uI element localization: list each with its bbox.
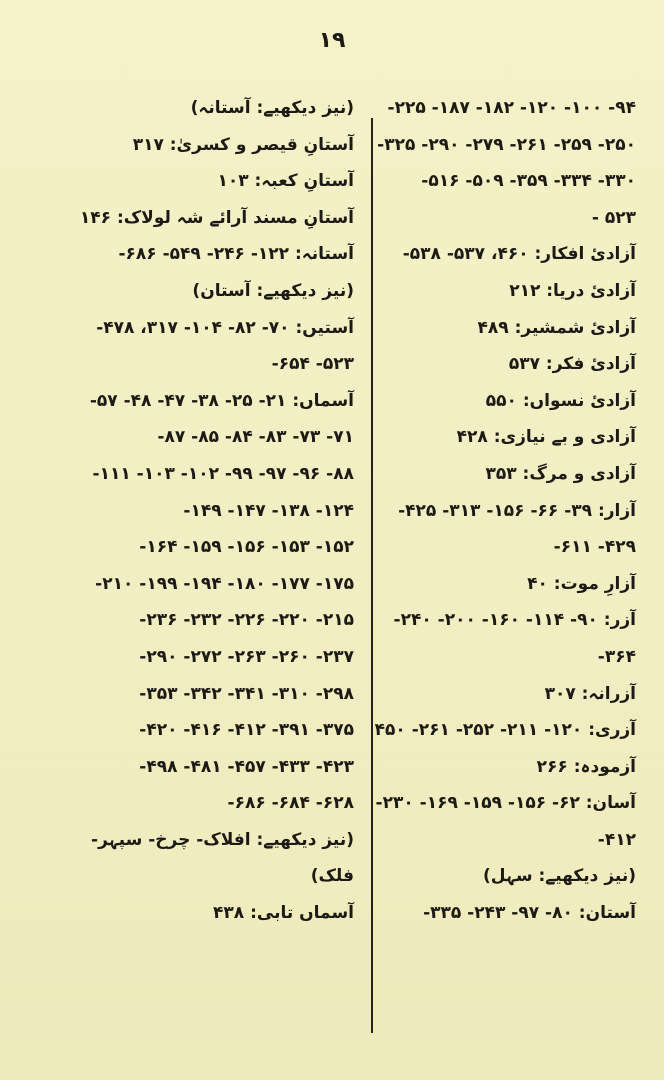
index-line: ۳۷۵- ۳۹۱- ۴۱۲- ۴۱۶- ۴۲۰- (139, 720, 354, 741)
index-line: ۱۵۲- ۱۵۳- ۱۵۶- ۱۵۹- ۱۶۴- (139, 537, 354, 558)
index-line: آستانِ مسند آرائے شہ لولاک: ۱۴۶ (79, 207, 354, 228)
index-line: ۸۸- ۹۶- ۹۷- ۹۹- ۱۰۲- ۱۰۳- ۱۱۱- (92, 463, 354, 484)
index-line: ۲۱۵- ۲۲۰- ۲۲۶- ۲۳۲- ۲۳۶- (139, 610, 354, 631)
index-line: فلک) (310, 866, 354, 887)
index-line: ۴۱۲- (597, 829, 636, 850)
index-line: ۵۲۳- ۶۵۴- (271, 354, 354, 375)
index-line: آزر: ۹۰- ۱۱۴- ۱۶۰- ۲۰۰- ۲۴۰- (393, 610, 636, 631)
index-line: آزادیٔ دریا: ۲۱۲ (509, 280, 636, 301)
index-line: (نیز دیکھیے: افلاک- چرخ- سپہر- (91, 829, 354, 850)
index-line: ۶۲۸- ۶۸۴- ۶۸۶- (227, 793, 354, 814)
index-line: (نیز دیکھیے: آستانہ) (190, 98, 354, 118)
index-line: آزرانہ: ۳۰۷ (544, 683, 636, 704)
index-line: ۲۳۷- ۲۶۰- ۲۶۳- ۲۷۲- ۲۹۰- (139, 646, 354, 667)
index-line: آزادیٔ فکر: ۵۳۷ (508, 354, 636, 375)
index-line: آسماں تابی: ۴۳۸ (213, 903, 354, 924)
index-line: آزری: ۱۲۰- ۲۱۱- ۲۵۲- ۲۶۱- ۴۵۰ (374, 720, 636, 741)
index-line: ۷۱- ۷۳- ۸۳- ۸۴- ۸۵- ۸۷- (157, 427, 354, 448)
index-line: آسان: ۶۲- ۱۵۶- ۱۵۹- ۱۶۹- ۲۳۰- (375, 793, 636, 814)
index-line: ۴۲۳- ۴۳۳- ۴۵۷- ۴۸۱- ۴۹۸- (139, 756, 354, 777)
index-line: آزادیٔ افکار: ۴۶۰، ۵۳۷- ۵۳۸- (402, 244, 636, 265)
index-line: (نیز دیکھیے: سہل) (482, 866, 636, 887)
right-column (374, 90, 636, 932)
index-line: ۵۲۳ - (591, 207, 636, 228)
index-line: ۱۲۴- ۱۳۸- ۱۴۷- ۱۴۹- (183, 500, 354, 521)
index-line: آستانِ کعبہ: ۱۰۳ (217, 171, 354, 192)
index-line: ۲۵۰- ۲۵۹- ۲۶۱- ۲۷۹- ۲۹۰- ۳۲۵- (377, 134, 636, 155)
index-line: ۲۹۸- ۳۱۰- ۳۴۱- ۳۴۲- ۳۵۳- (139, 683, 354, 704)
index-line: آستانہ: ۱۲۲- ۲۴۶- ۵۴۹- ۶۸۶- (118, 244, 354, 265)
index-line: آزادی و بے نیازی: ۴۲۸ (456, 427, 636, 448)
index-line: ۳۳۰- ۳۳۴- ۳۵۹- ۵۰۹- ۵۱۶- (421, 171, 636, 192)
index-line: آزارِ موت: ۴۰ (527, 573, 636, 594)
index-line: آزادیٔ نسواں: ۵۵۰ (485, 390, 636, 411)
index-line: آزمودہ: ۲۶۶ (536, 756, 636, 777)
index-line: آزار: ۳۹- ۶۶- ۱۵۶- ۳۱۳- ۴۲۵- (398, 500, 636, 521)
index-line: ۳۶۴- (597, 646, 636, 667)
index-line: (نیز دیکھیے: آستان) (192, 280, 354, 301)
index-line: آزادیٔ شمشیر: ۴۸۹ (477, 317, 636, 338)
index-line: آستیں: ۷۰- ۸۲- ۱۰۴- ۳۱۷، ۴۷۸- (96, 317, 354, 338)
index-line: آستان: ۸۰- ۹۷- ۲۴۳- ۳۳۵- (423, 903, 636, 924)
left-column (79, 90, 354, 932)
index-line: آسماں: ۲۱- ۲۵- ۳۸- ۴۷- ۴۸- ۵۷- (89, 390, 354, 411)
column-divider (371, 118, 373, 1033)
index-line: ۴۲۹- ۶۱۱- (553, 537, 636, 558)
index-line: ۱۷۵- ۱۷۷- ۱۸۰- ۱۹۴- ۱۹۹- ۲۱۰- (95, 573, 354, 594)
index-line: آستانِ قیصر و کسریٰ: ۳۱۷ (132, 134, 354, 155)
index-line: آزادی و مرگ: ۳۵۳ (485, 463, 636, 484)
page-number: ۱۹ (318, 28, 346, 53)
index-line: ۹۴- ۱۰۰- ۱۲۰- ۱۸۲- ۱۸۷- ۲۲۵- (387, 98, 636, 118)
